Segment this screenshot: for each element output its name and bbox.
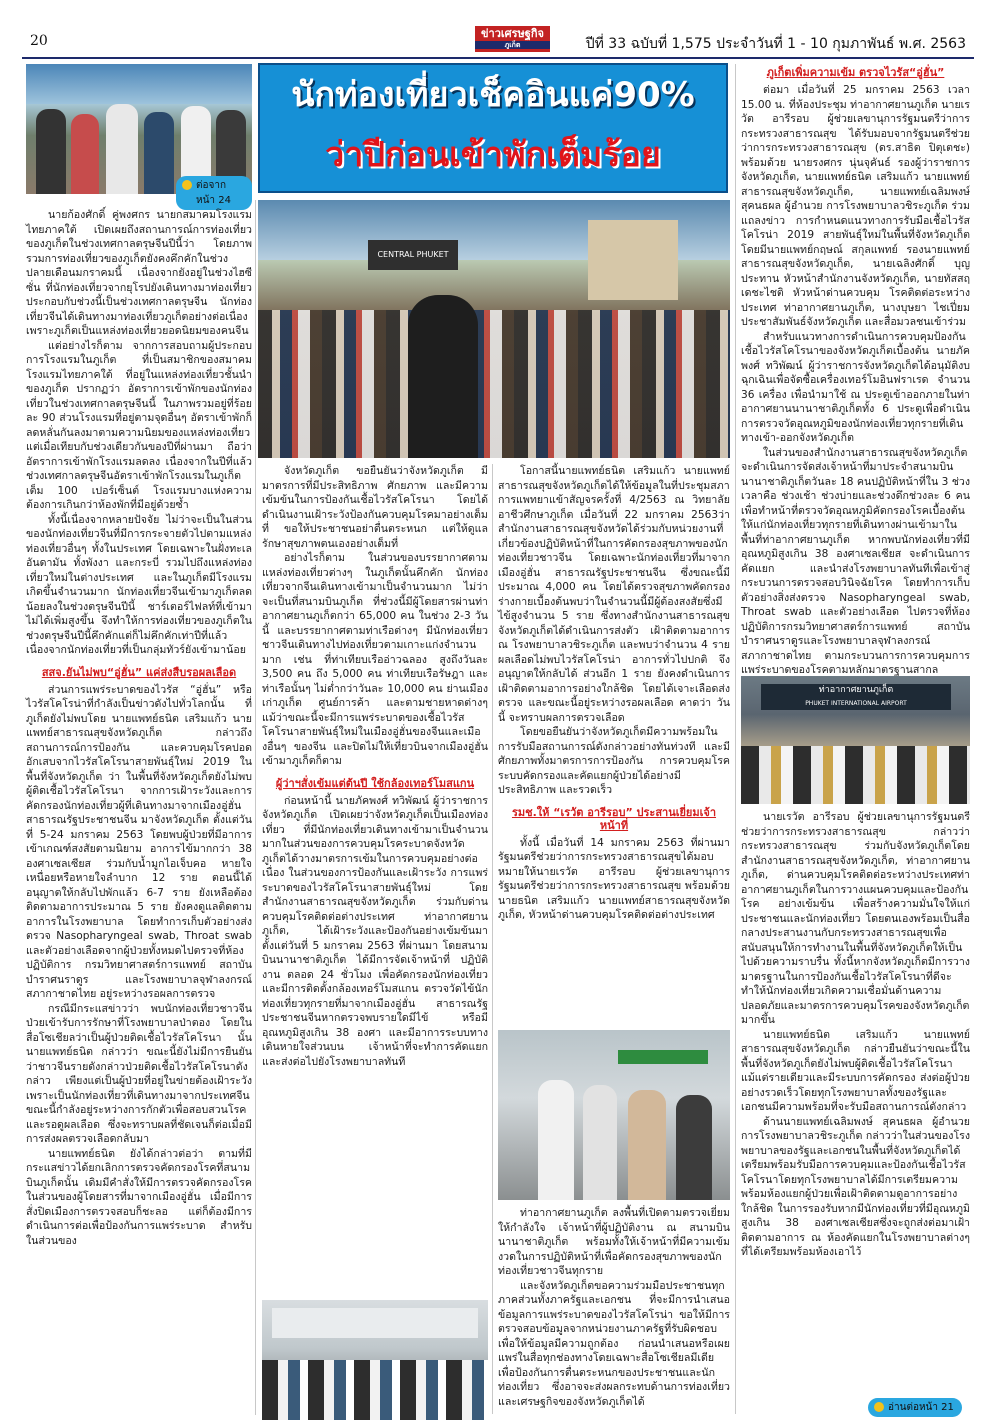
paragraph: ในส่วนของสำนักงานสาธารณสุขจังหวัดภูเก็ตจะดำเนินการจัดส่งเจ้าหน้าที่มาประจำสนามบินนานาชาติภูเก็ตวันละ 18 คนปฏิบัติหน้าที่ใน 3 ช่วงเวลาคือ ช่วงเช้า ช่วงบ่ายและช่วงดึกช่วงละ 6 คนเพื่อทำหน้าที่ตรวจวัดอุณหภูมิคัดกรองโรคเบื้องต้นให้แก่นักท่องเที่ยวทุกรายที่เดินทางผ่านเข้ามาในพื้นที่ท่าอากาศยานภูเก็ต หากพบนักท่องเที่ยวที่มีอุณหภูมิสูงเกิน 38 องศาเซลเซียส จะดำเนินการคัดแยก และนำส่งโรงพยาบาลทันทีเพื่อเข้าสู่กระบวนการตรวจสอบวินิจฉัยโรค โดยทำการเก็บตัวอย่างสิ่งส่งตรวจ Nasopharyngeal swab, Throat swab และตัวอย่างเลือด ไปตรวจที่ห้องปฏิบัติการกรมวิทยาศาสตร์การแพทย์ สถาบันบำราศนราดูรและโรงพยาบาลจุฬาลงกรณ์ สภากาชาดไทย ตามกระบวนการการควบคุมการแพร่ระบาดของโรคตามหลักมาตรฐานสากล <box>741 446 971 676</box>
subheading: ผู้ว่าฯสั่งเข้มแต่ต้นปี ใช้กล้องเทอร์โมสแกน <box>275 776 475 790</box>
headline-box <box>258 63 728 193</box>
press-conference-photo <box>741 676 970 804</box>
column-divider <box>255 200 256 1415</box>
paragraph: ส่วนการแพร่ระบาดของไวรัส “อู่ฮั่น” หรือไวรัสโคโรน่าที่กำลังเป็นข่าวดังไปทั่วโลกนั้น ที่ภูเก็ตยังไม่พบโดย นายแพทย์ธนิต เสริมแก้ว นายแพทย์สาธารณสุขจังหวัดภูเก็ต กล่าวถึงสถานการณ์การป้องกัน และควบคุมโรคปอดอักเสบจากไวรัสโคโรนาสายพันธุ์ใหม่ 2019 ในพื้นที่จังหวัดภูเก็ต ว่า ในพื้นที่จังหวัดภูเก็ตยังไม่พบผู้ติดเชื้อไวรัสโคโรนา จากการเฝ้าระวังและการคัดกรองนักท่องเที่ยวผู้ที่เดินทางมาจากเมืองอู่ฮั่น สาธารณรัฐประชาชนจีน มาจังหวัดภูเก็ต ตั้งแต่วันที่ 5-24 มกราคม 2563 โดยพบผู้ป่วยที่มีอาการเข้าเกณฑ์สงสัยตามนิยาม อาการไข้มากกว่า 38 องศาเซลเซียส ร่วมกับน้ำมูกไอเจ็บคอ หายใจเหนื่อยหรือหายใจลำบาก 12 ราย ตอนนี้ได้อนุญาตให้กลับไปพักแล้ว 6-7 ราย ยังเหลือต้องติดตามอาการประมาณ 5 ราย ยังคงดูแลติดตามอาการในโรงพยาบาล โดยทำการเก็บตัวอย่างส่งตรวจ Nasopharyngeal swab, Throat swab และตัวอย่างเลือดจากผู้ป่วยทั้งหมดไปตรวจที่ห้องปฏิบัติการ กรมวิทยาศาสตร์การแพทย์ สถาบันบำราศนราดูร และโรงพยาบาลจุฬาลงกรณ์ สภากาชาดไทย อยู่ระหว่างรอผลการตรวจ <box>26 683 252 1000</box>
headline-line-1: นักท่องเที่ยวเช็คอินแค่90% <box>291 75 695 115</box>
paragraph: ท่าอากาศยานภูเก็ต ลงพื้นที่เปิดตามตรวจเยี่ยมให้กำลังใจ เจ้าหน้าที่ผู้ปฏิบัติงาน ณ สนามบินนานาชาติภูเก็ต พร้อมทั้งให้เจ้าหน้าที่มีความเข้มงวดในการปฏิบัติหน้าที่เพื่อคัดกรองสุขภาพของนักท่องเที่ยวชาวจีนทุกราย <box>498 1207 730 1277</box>
paragraph: กรณีมีกระแสข่าวว่า พบนักท่องเที่ยวชาวจีนป่วยเข้ารับการรักษาที่โรงพยาบาลป่าตอง โดยในสื่อโซเชียลว่าเป็นผู้ป่วยติดเชื้อไวรัสโคโรนา นั้น นายแพทย์ธนิต กล่าวว่า ขณะนี้ยังไม่มีการยืนยันว่าชาวจีนรายดังกล่าวป่วยติดเชื้อไวรัสโคโรนาดังกล่าว เพียงแต่เป็นผู้ป่วยที่อยู่ในข่ายต้องเฝ้าระวัง เพราะเป็นนักท่องเที่ยวที่เดินทางมาจากประเทศจีน ขณะนี้กำลังอยู่ระหว่างการกักตัวเพื่อสอบสวนโรค และรอดูผลเลือด ซึ่งจะทราบผลที่ชัดเจนก็ต่อเมื่อมีการส่งผลตรวจเลือดกลับมา <box>26 1002 252 1145</box>
paragraph: นายเรวัต อารีรอบ ผู้ช่วยเลขานุการรัฐมนตรีช่วยว่าการกระทรวงสาธารณสุข กล่าวว่า กระทรวงสาธารณสุข ร่วมกับจังหวัดภูเก็ตโดยสำนักงานสาธารณสุขจังหวัดภูเก็ต, ท่าอากาศยานภูเก็ต, ด่านควบคุมโรคติดต่อระหว่างประเทศท่าอากาศยานภูเก็ตในการวางแผนควบคุมและป้องกันโรค อย่างเข้มข้น เพื่อสร้างความมั่นใจให้แก่ประชาชนและนักท่องเที่ยว โดยตนเองพร้อมเป็นสื่อกลางประสานงานกับกระทรวงสาธารณสุขเพื่อสนับสนุนให้การทำงานในพื้นที่จังหวัดภูเก็ตให้เป็นไปด้วยความราบรื่น ทั้งนี้หากจังหวัดภูเก็ตมีการวางมาตรฐานในการป้องกันเชื้อไวรัสโคโรนาที่ดีจะทำให้นักท่องเที่ยวเกิดความเชื่อมั่นด้านความปลอดภัยและมาตรการควบคุมโรคของจังหวัดภูเก็ตมากขึ้น <box>741 811 970 1026</box>
paragraph: จังหวัดภูเก็ต ขอยืนยันว่าจังหวัดภูเก็ต มีมาตรการที่มีประสิทธิภาพ ศักยภาพ และมีความเข้มข้นในการป้องกันเชื้อไวรัสโคโรนา โดยได้ดำเนินงานเฝ้าระวังป้องกันควบคุมโรคมาอย่างเต็มที่ ขอให้ประชาชนอย่าตื่นตระหนก แต่ให้ดูแลรักษาสุขภาพตนเองอย่างเต็มที่ <box>262 465 488 550</box>
airport-visit-photo <box>498 1030 730 1200</box>
headline-line-2: ว่าปีก่อนเข้าพักเต็มร้อย <box>325 135 661 175</box>
continued-to-link[interactable] <box>868 1398 962 1417</box>
column-1 <box>26 208 252 1418</box>
paragraph: นายแพทย์ธนิต ยังได้กล่าวต่อว่า ตามที่มีกระแสข่าวได้ยกเลิกการตรวจคัดกรองโรคที่สนามบินภูเก็ตนั้น เดิมมีคำสั่งให้มีการตรวจคัดกรองโรคในส่วนของผู้โดยสารที่มาจากเมืองอู่ฮั่น เมื่อมีการสั่งปิดเมืองการตรวจสอบก็ชะลอ แต่ก็ต้องมีการดำเนินการต่อเพื่อป้องกันการแพร่ระบาด สำหรับในส่วนของ <box>26 1147 252 1247</box>
shop-sign: CENTRAL PHUKET <box>368 240 458 270</box>
bullet-icon <box>182 180 192 190</box>
paragraph: โอกาสนี้นายแพทย์ธนิต เสริมแก้ว นายแพทย์สาธารณสุขจังหวัดภูเก็ตได้ให้ข้อมูลในที่ประชุมสภาการแพทยาแข้าสัญจรครั้งที่ 4/2563 ณ วิทยาลัยอาชีวศึกษาภูเก็ต เมื่อวันที่ 22 มกราคม 2563ว่า สำนักงานสาธารณสุขจังหวัดได้ร่วมกับหน่วยงานที่เกี่ยวข้องปฏิบัติหน้าที่ในการคัดกรองสุขภาพของนักท่องเที่ยวชาวจีน โดยเฉพาะนักท่องเที่ยวที่มาจากเมืองอู่ฮั่น สาธารณรัฐประชาชนจีน ซึ่งขณะนี้มีประมาณ 4,000 คน โดยได้ตรวจสุขภาพคัดกรองร่างกายเบื้องต้นพบว่าในจำนวนนี้มีผู้ต้องสงสัยซึ่งมีไข้สูงจำนวน 5 ราย ซึ่งทางสำนักงานสาธารณสุขจังหวัดภูเก็ตได้ดำเนินการส่งตัว เฝ้าติดตามอาการ ณ โรงพยาบาลวชิระภูเก็ต และพบว่าจำนวน 4 รายผลเลือดไม่พบไวรัสโคโรน่า อาการทั่วไปปกติ จึงอนุญาตให้กลับได้ ส่วนอีก 1 ราย ยังคงดำเนินการเฝ้าติดตามอาการอย่างใกล้ชิด โดยได้เจาะเลือดส่งตรวจ และขณะนี้อยู่ระหว่างรอผลเลือด คาดว่า วันนี้ จะทราบผลการตรวจเลือด <box>498 465 730 724</box>
continued-from-link[interactable] <box>176 176 252 210</box>
paragraph: โดยขอยืนยันว่าจังหวัดภูเก็ตมีความพร้อมในการรับมือสถานการณ์ดังกล่าวอย่างทันท่วงที และมีศักยภาพทั้งมาตรการการป้องกัน การควบคุมโรค ระบบคัดกรองและคัดแยกผู้ป่วยได้อย่างมีประสิทธิภาพ และรวดเร็ว <box>498 726 730 796</box>
column-3-continued <box>498 1206 730 1418</box>
masthead-subtitle: ภูเก็ต <box>475 41 550 49</box>
paragraph: อย่างไรก็ตาม ในส่วนของบรรยากาศตามแหล่งท่องเที่ยวต่างๆ ในภูเก็ตนั้นคึกคัก นักท่องเที่ยวจากจีนเดินทางเข้ามาเป็นจำนวนมาก ไม่ว่าจะเป็นที่สนามบินภูเก็ต ที่ช่วงนี้มีผู้โดยสารผ่านท่าอากาศยานภูเก็ตกว่า 65,000 คน ในช่วง 2-3 วันนี้ และบรรยากาศตามท่าเรือต่างๆ มีนักท่องเที่ยวชาวจีนเดินทางไปท่องเที่ยวตามเกาะแก่งจำนวนมาก เช่น ที่ท่าเทียบเรืออ่าวฉลอง สูงถึงวันละ 3,500 คน ถึง 5,000 คน ท่าเทียบเรือรัษฎา และท่าเรือนั้นๆ ไม่ต่ำกว่าวันละ 10,000 คน ย่านเมืองเก่าภูเก็ต ศูนย์การค้า และตามชายหาดต่างๆ แม้ว่าขณะนี้จะมีการแพร่ระบาดของเชื้อไวรัสโคโรนาสายพันธุ์ใหม่ในเมืองอู่ฮั่นของจีนและเมืองอื่นๆ ของจีน และปิดไม่ให้เที่ยวบินจากเมืองอู่ฮั่นเข้ามาภูเก็ตก็ตาม <box>262 552 488 767</box>
column-4 <box>741 66 971 676</box>
paragraph: ต่อมา เมื่อวันที่ 25 มกราคม 2563 เวลา 15.00 น. ที่ห้องประชุม ท่าอากาศยานภูเก็ต นายเรวัต อารีรอบ ผู้ช่วยเลขานุการรัฐมนตรีว่าการกระทรวงสาธารณสุข ได้รับมอบจากรัฐมนตรีช่วยว่าการกระทรวงสาธารณสุข (ดร.สาธิต ปิตุเตชะ) พร้อมด้วย นายรงศกร นุ่นจุคันธ์ รองผู้ว่าราชการจังหวัดภูเก็ต, นายแพทย์ธนิต เสริมแก้ว นายแพทย์สาธารณสุขจังหวัดภูเก็ต, นายแพทย์เฉลิมพงษ์ สุคนธผล ผู้อำนวย การโรงพยาบาลวชิระภูเก็ต ร่วมแถลงข่าว การกำหนดแนวทางการรับมือเชื้อไวรัสโคโรน่า 2019 สายพันธุ์ใหม่ในพื้นที่จังหวัดภูเก็ต โดยมีนายแพทย์กฤษณ์ สกุลแพทย์ รองนายแพทย์สาธารณสุขจังหวัดภูเก็ต, นายเฉลิงศักดิ์ บุญประทาน หัวหน้าสำนักงานจังหวัดภูเก็ต, นายทัสสฤ เดชะไชติ หัวหน้าด่านควบคุม โรคติดต่อระหว่างประเทศ ท่าอากาศยานภูเก็ต, นางบุษยา ไชเปี่ยม ประชาสัมพันธ์จังหวัดภูเก็ต และสื่อมวลชนเข้าร่วม <box>741 84 970 328</box>
paragraph: ก่อนหน้านี้ นายภัคพงศ์ ทวิพัฒน์ ผู้ว่าราชการจังหวัดภูเก็ต เปิดเผยว่าจังหวัดภูเก็ตเป็นเมืองท่องเที่ยว ที่มีนักท่องเที่ยวเดินทางเข้ามาเป็นจำนวนมากในส่วนของการควบคุมโรคระบาดจังหวัดภูเก็ตได้วางมาตรการเข้มในการควบคุมอย่างต่อเนื่อง ในส่วนของการป้องกันและเฝ้าระวัง การแพร่ระบาดของไวรัสโคโรนาสายพันธุ์ใหม่ โดยสำนักงานสาธารณสุขจังหวัดภูเก็ต ร่วมกับด่านควบคุมโรคติดต่อต่างประเทศ ท่าอากาศยานภูเก็ต, ได้เฝ้าระวังและป้องกันอย่างเข้มข้นมาตั้งแต่วันที่ 5 มกราคม 2563 ที่ผ่านมา โดยสนามบินนานาชาติภูเก็ต ได้มีการจัดเจ้าหน้าที่ ปฏิบัติงาน ตลอด 24 ชั่วโมง เพื่อคัดกรองนักท่องเที่ยว และมีการติดตั้งกล้องเทอร์โมสแกน ตรวจวัดไข้นักท่องเที่ยวทุกรายที่มาจากเมืองอู่ฮั่น สาธารณรัฐประชาชนจีนหากตรวจพบรายใดมีไข้ หรือมีอุณหภูมิสูงเกิน 38 องศา และมีอาการระบบทางเดินหายใจส่วนบน เจ้าหน้าที่จะทำการคัดแยก และส่งต่อไปยังโรงพยาบาลทันที <box>262 794 488 1068</box>
continued-from-label: ต่อจากหน้า 24 <box>196 180 231 206</box>
paragraph: ทั้งนี้ เมื่อวันที่ 14 มกราคม 2563 ที่ผ่านมา รัฐมนตรีช่วยว่าการกระทรวงสาธารณสุขได้มอบหมายให้นายเรวัต อารีรอบ ผู้ช่วยเลขานุการรัฐมนตรีช่วยว่าการกระทรวงสาธารณสุข พร้อมด้วยนายธนิต เสริมแก้ว นายแพทย์สาธารณสุขจังหวัดภูเก็ต, หัวหน้าด่านควบคุมโรคติดต่อต่างประเทศ <box>498 836 730 921</box>
paragraph: แต่อย่างไรก็ตาม จากการสอบถามผู้ประกอบการโรงแรมในภูเก็ต ที่เป็นสมาชิกของสมาคมโรงแรมไทยภาคใต้ ที่อยู่ในแหล่งท่องเที่ยวชั้นนำของภูเก็ต ปรากฏว่า อัตราการเข้าพักของนักท่องเที่ยวในช่วงเทศกาลตรุษจีนนี้ ในภาพรวมอยู่ที่ร้อยละ 90 ส่วนโรงแรมที่อยู่ตามจุดอื่นๆ อัตราเข้าพักก็ลดหลั่นกันลงมาตามความนิยมของแหล่งท่องเที่ยว แต่เมื่อเทียบกับช่วงเดียวกันของปีที่ผ่านมา ถือว่าอัตราการเข้าพักโรงแรมลดลง เนื่องจากในปีที่แล้ว ช่วงเทศกาลตรุษจีนอัตราเข้าพักโรงแรมในภูเก็ตเต็ม 100 เปอร์เซ็นต์ โรงแรมบางแห่งความต้องการเกินกว่าห้องพักที่มีอยู่ด้วยซ้ำ <box>26 339 252 511</box>
continued-to-label: อ่านต่อหน้า 21 <box>888 1402 954 1413</box>
masthead-logo <box>475 26 550 52</box>
paragraph: สำหรับแนวทางการดำเนินการควบคุมป้องกันเชื้อไวรัสโคโรนาของจังหวัดภูเก็ตเบื้องต้น นายภัคพงศ์ ทวิพัฒน์ ผู้ว่าราชการจังหวัดภูเก็ตได้อนุมัติงบฉุกเฉินเพื่อจัดซื้อเครื่องเทอร์โมอินฟราเรด จำนวน 36 เครื่อง เพื่อนำมาใช้ ณ ประตูเข้าออกภายในท่าอากาศยานนานาชาติภูเก็ตทั้ง 6 ประตูเพื่อดำเนินการตรวจวัดอุณหภูมิของนักท่องเที่ยวทุกรายที่เดินทางเข้า-ออกจังหวัดภูเก็ต <box>741 330 970 444</box>
column-4-continued <box>741 810 970 1392</box>
page-number: 20 <box>30 33 48 49</box>
column-2 <box>262 464 488 1294</box>
bullet-icon <box>874 1402 884 1412</box>
airport-sign <box>761 684 951 710</box>
airport-sign-th: ท่าอากาศยานภูเก็ต <box>818 685 894 695</box>
column-divider <box>735 64 736 1414</box>
paragraph: และจังหวัดภูเก็ตขอความร่วมมือประชาชนทุกภาคส่วนทั้งภาครัฐและเอกชน ที่จะมีการนำเสนอข้อมูลการแพร่ระบาดของไวรัสโคโรน่า ขอให้มีการตรวจสอบข้อมูลจากหน่วยงานภาครัฐที่รับผิดชอบ เพื่อให้ข้อมูลมีความถูกต้อง ก่อนนำเสนอหรือเผยแพร่ในสื่อทุกช่องทางโดยเฉพาะสื่อโซเชียลมีเดีย เพื่อป้องกันการตื่นตระหนกของประชาชนและนักท่องเที่ยว ซึ่งอาจจะส่งผลกระทบด้านการท่องเที่ยวและเศรษฐกิจของจังหวัดภูเก็ตได้ <box>498 1279 730 1408</box>
column-3 <box>498 464 730 1024</box>
masthead-title: ข่าวเศรษฐกิจ <box>481 27 544 40</box>
paragraph: นายก้องศักดิ์ คู่พงศกร นายกสมาคมโรงแรมไทยภาคใต้ เปิดเผยถึงสถานการณ์การท่องเที่ยวของภูเก็ตในช่วงเทศกาลตรุษจีนปีนี้ว่า โดยภาพรวมการท่องเที่ยวของภูเก็ตยังคงคึกคักในช่วงปลายเดือนมกราคมนี้ เนื่องจากยังอยู่ในช่วงไฮซีซั่น ที่นักท่องเที่ยวจากยุโรปยังเดินทางมาท่องเที่ยว ประกอบกับช่วงนี้เป็นช่วงเทศกาลตรุษจีน นักท่องเที่ยวจีนได้เดินทางมาท่องเที่ยวภูเก็ตอย่างต่อเนื่อง เพราะภูเก็ตเป็นแหล่งท่องเที่ยวยอดนิยมของคนจีน <box>26 209 252 337</box>
paragraph: ทั้งนี้เนื่องจากหลายปัจจัย ไม่ว่าจะเป็นในส่วนของนักท่องเที่ยวจีนที่มีการกระจายตัวไปตามแหล่งท่องเที่ยวอื่นๆ ทั้งในประเทศ โดยเฉพาะในฝั่งทะเลอันดามัน ทั้งพังงา และกระบี่ รวมไปถึงแหล่งท่องเที่ยวใหม่ในต่างประเทศ และในภูเก็ตมีโรงแรมเกิดขึ้นจำนวนมาก นักท่องเที่ยวจีนเข้ามาภูเก็ตลดน้อยลงในช่วงตรุษจีนปีนี้ ชาร์เตอร์ไฟลท์ที่เข้ามาไม่ได้เพิ่มสูงขึ้น จึงทำให้การท่องเที่ยวของภูเก็ตในช่วงตรุษจีนปีนี้คึกคักแต่ก็ไม่คึกคักเท่าปีที่แล้ว เนื่องจากนักท่องเที่ยวที่เป็นกลุ่มทัวร์ยังเข้ามาน้อย <box>26 513 252 656</box>
header-rule <box>22 57 974 59</box>
paragraph: ด้านนายแพทย์เฉลิมพงษ์ สุคนธผล ผู้อำนวย การโรงพยาบาลวชิระภูเก็ต กล่าวว่าในส่วนของโรงพยาบาลของรัฐและเอกชนในพื้นที่จังหวัดภูเก็ตได้เตรียมพร้อมรับมือการควบคุมและป้องกันเชื้อไวรัสโคโรนาโดยทุกโรงพยาบาลได้มีการเตรียมความพร้อมห้องแยกผู้ป่วยเพื่อเฝ้าติดตามดูอาการอย่างใกล้ชิด ในการรองรับหากมีนักท่องเที่ยวที่มีอุณหภูมิสูงเกิน 38 องศาเซลเซียสซึ่งจะถูกส่งต่อมาเฝ้าติดตามอาการ ณ ห้องคัดแยกในโรงพยาบาลต่างๆ ที่ได้เตรียมพร้อมห้องเอาไว้ <box>741 1115 970 1258</box>
airport-sign-en: PHUKET INTERNATIONAL AIRPORT <box>805 700 907 707</box>
subheading: รมช.ให้ “เรวัต อารีรอบ” ประสานเยี่ยมเจ้าหน้าที่ <box>511 805 717 832</box>
column-divider <box>492 464 493 1414</box>
meeting-room-photo <box>262 1300 488 1420</box>
paragraph: นายแพทย์ธนิต เสริมแก้ว นายแพทย์สาธารณสุขจังหวัดภูเก็ต กล่าวยืนยันว่าขณะนี้ในพื้นที่จังหวัดภูเก็ตยังไม่พบผู้ติดเชื้อไวรัสโคโรนา แม้แต่รายเดียวและมีระบบการคัดกรอง ส่งต่อผู้ป่วยอย่างรวดเร็วโดยทุกโรงพยาบาลทั้งของรัฐและเอกชนมีความพร้อมที่จะรับมือสถานการณ์ดังกล่าว <box>741 1028 970 1113</box>
issue-line: ปีที่ 33 ฉบับที่ 1,575 ประจำวันที่ 1 - 10 กุมภาพันธ์ พ.ศ. 2563 <box>585 36 966 52</box>
tourists-group-photo <box>26 64 252 206</box>
subheading: สสจ.ยันไม่พบ“อู่ฮั่น” แค่ส่งสืบรอผลเลือด <box>41 665 237 679</box>
subheading: ภูเก็ตเพิ่มความเข้ม ตรวจไวรัส“อู่ฮั่น” <box>766 66 945 79</box>
crowd-tourists-photo <box>258 200 730 458</box>
